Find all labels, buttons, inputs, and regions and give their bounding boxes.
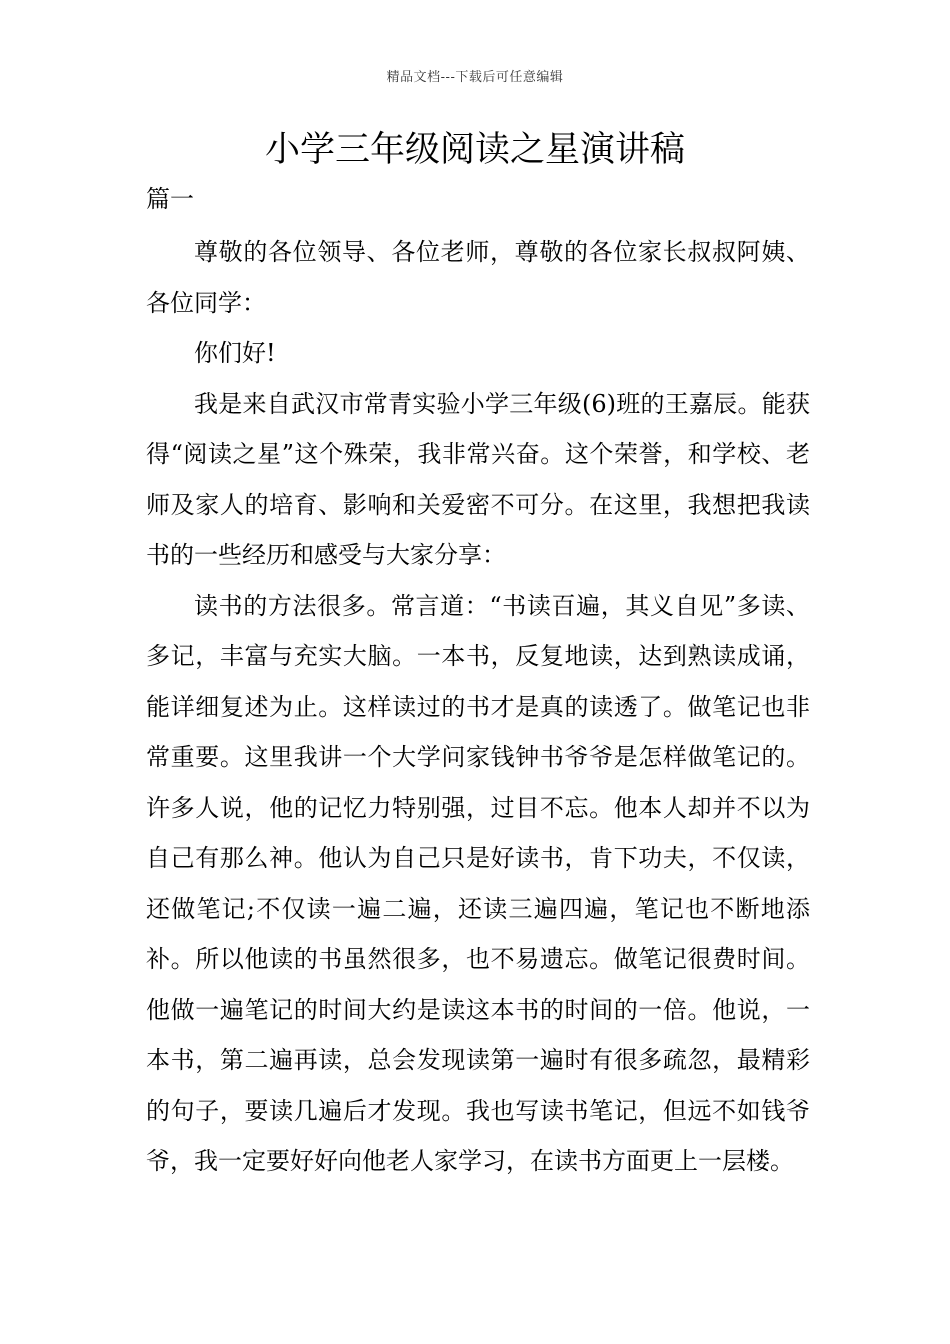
- paragraph-introduction: 我是来自武汉市常青实验小学三年级(6)班的王嘉辰。能获得“阅读之星”这个殊荣，我非常兴奋。这个荣誉，和学校、老师及家人的培育、影响和关爱密不可分。在这里，我想把我读书的一些经历和感受与大家分享：: [146, 389, 810, 569]
- document-title: 小学三年级阅读之星演讲稿: [264, 130, 685, 170]
- paragraph-greeting: 尊敬的各位领导、各位老师，尊敬的各位家长叔叔阿姨、各位同学：: [146, 238, 810, 317]
- document-body: [146, 227, 810, 1187]
- section-label: 篇一: [146, 185, 194, 213]
- running-header: 精品文档---下载后可任意编辑: [386, 70, 564, 85]
- paragraph-hello: 你们好!: [194, 339, 276, 367]
- paragraph-reading-methods: 读书的方法很多。常言道：“书读百遍，其义自见”多读、多记，丰富与充实大脑。一本书，反复地读，达到熟读成诵，能详细复述为止。这样读过的书才是真的读透了。做笔记也非常重要。这里我讲一个大学问家钱钟书爷爷是怎样做笔记的。许多人说，他的记忆力特别强，过目不忘。他本人却并不以为自己有那么神。他认为自己只是好读书，肯下功夫，不仅读，还做笔记;不仅读一遍二遍，还读三遍四遍，笔记也不断地添补。所以他读的书虽然很多，也不易遗忘。做笔记很费时间。他做一遍笔记的时间大约是读这本书的时间的一倍。他说，一本书，第二遍再读，总会发现读第一遍时有很多疏忽，最精彩的句子，要读几遍后才发现。我也写读书笔记，但远不如钱爷爷，我一定要好好向他老人家学习，在读书方面更上一层楼。: [146, 591, 810, 1175]
